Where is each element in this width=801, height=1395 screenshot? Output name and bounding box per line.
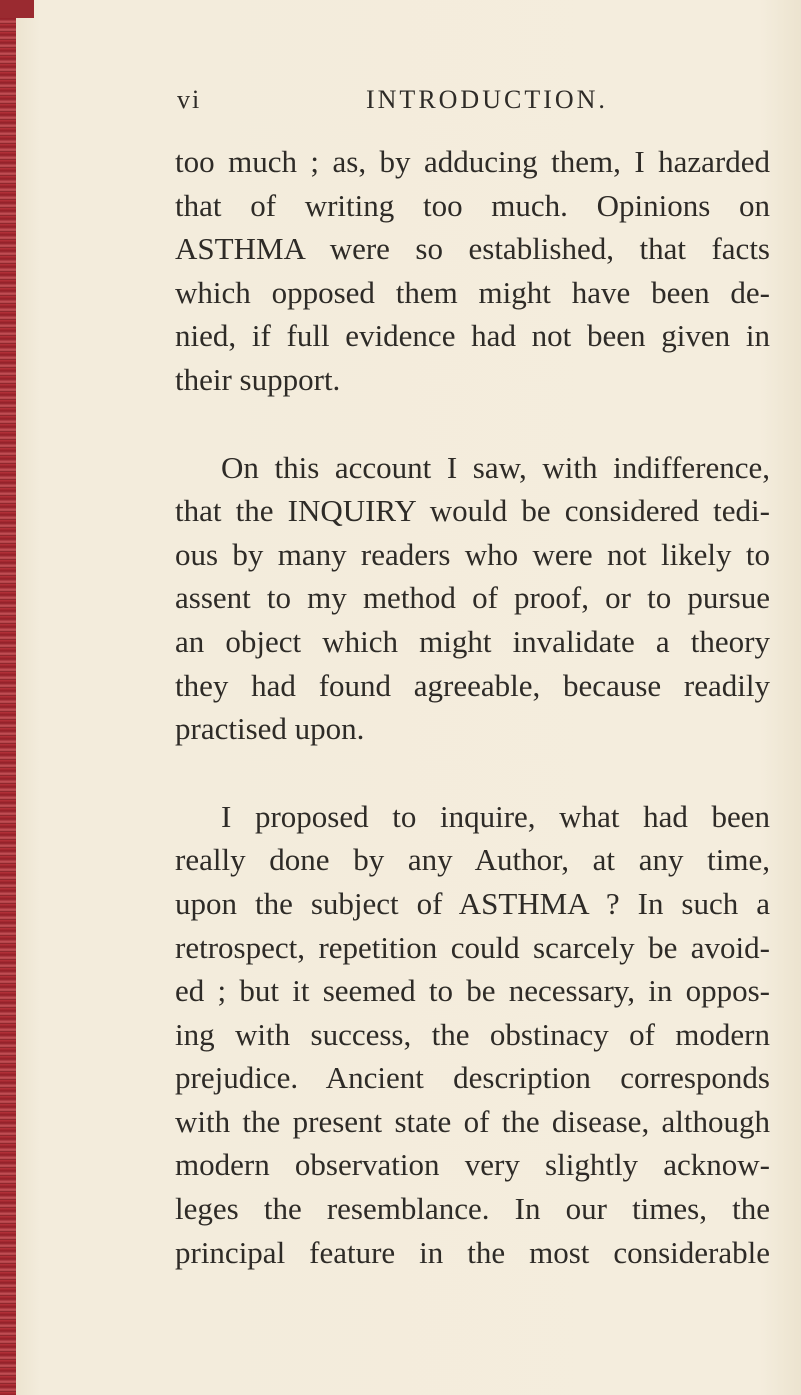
- text-line: prejudice. Ancient description corresponds: [175, 1060, 770, 1096]
- binding-corner: [0, 0, 34, 18]
- page-number: vi: [177, 85, 202, 114]
- text-line: ed ; but it seemed to be necessary, in oppos-: [175, 973, 770, 1009]
- running-head: INTRODUCTION.: [366, 85, 608, 114]
- text-line: ing with success, the obstinacy of modern: [175, 1016, 770, 1052]
- text-line: they had found agreeable, because readily: [175, 667, 770, 703]
- text-line: upon the subject of ASTHMA ? In such a: [175, 885, 770, 921]
- text-line: retrospect, repetition could scarcely be avoid-: [175, 929, 770, 965]
- text-line: too much ; as, by adducing them, I hazarded: [175, 144, 770, 179]
- binding-edge: [0, 0, 16, 1395]
- text-line: which opposed them might have been de-: [175, 274, 770, 310]
- paragraph-2: [175, 446, 770, 751]
- text-line: On this account I saw, with indifference,: [221, 449, 770, 485]
- text-line: that the INQUIRY would be considered tedi-: [175, 493, 770, 529]
- text-line: ASTHMA were so established, that facts: [175, 231, 770, 267]
- paragraph-1: [175, 140, 770, 402]
- text-line: an object which might invalidate a theory: [175, 623, 770, 659]
- text-line: with the present state of the disease, although: [175, 1103, 770, 1139]
- text-line: ous by many readers who were not likely to: [175, 536, 770, 572]
- page-header: [0, 85, 801, 125]
- text-line: assent to my method of proof, or to pursue: [175, 580, 770, 616]
- text-line: modern observation very slightly acknow-: [175, 1147, 770, 1183]
- paragraph-3: [175, 795, 770, 1275]
- text-line: principal feature in the most considerable: [175, 1234, 770, 1270]
- text-line: really done by any Author, at any time,: [175, 842, 770, 878]
- text-line: nied, if full evidence had not been given in: [175, 318, 770, 354]
- text-line: their support.: [175, 361, 341, 397]
- text-line: that of writing too much. Opinions on: [175, 187, 770, 223]
- text-line: practised upon.: [175, 711, 365, 747]
- text-line: I proposed to inquire, what had been: [221, 798, 770, 834]
- page-body: [175, 140, 770, 1274]
- text-line: leges the resemblance. In our times, the: [175, 1191, 770, 1227]
